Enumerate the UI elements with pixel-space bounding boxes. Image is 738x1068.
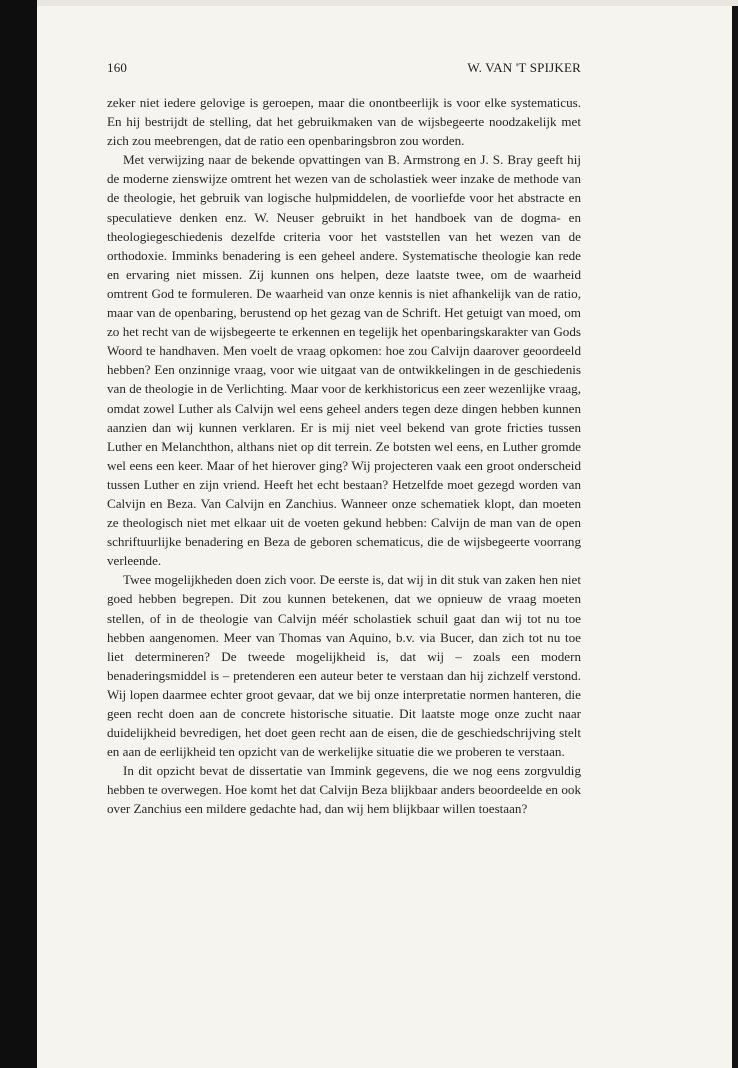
paragraph: In dit opzicht bevat de dissertatie van Immink gegevens, die we nog eens zorgvuldig hebben te overwegen. Hoe komt het dat Calvijn Beza blijkbaar anders beoordeelde en ook over Zanchius een mildere gedachte had, dan wij hem blijkbaar willen toestaan? — [107, 763, 581, 817]
scan-border-left — [0, 0, 37, 1068]
paragraph: zeker niet iedere gelovige is geroepen, maar die onontbeerlijk is voor elke systematicus. En hij bestrijdt de stelling, dat het gebruikmaken van de wijsbegeerte noodzakelijk met zich zou meebrengen, dat de ratio een openbaringsbron zou worden. — [107, 95, 581, 149]
paragraph: Met verwijzing naar de bekende opvattingen van B. Armstrong en J. S. Bray geeft hij de moderne zienswijze omtrent het wezen van de scholastiek weer inzake de methode van de theologie, het gebruik van logische hulpmiddelen, de voorliefde voor het abstracte en speculatieve denken enz. W. Neuser gebruikt in het handboek van de dogma- en theologiegeschiedenis dezelfde criteria voor het vaststellen van het wezen van de orthodoxie. Imminks benadering is een geheel andere. Systematische theologie kan rede en ervaring niet missen. Zij kunnen ons helpen, deze laatste twee, om de waarheid omtrent God te formuleren. De waarheid van onze kennis is niet afhankelijk van de ratio, maar van de openbaring, berustend op het gezag van de Schrift. Het getuigt van moed, om zo het recht van de wijsbegeerte te erkennen en tegelijk het openbaringskarakter van Gods Woord te handhaven. Men voelt de vraag opkomen: hoe zou Calvijn daarover geoordeeld hebben? Een onzinnige vraag, voor wie uitgaat van de ontwikkelingen in de geschiedenis van de theologie in de Verlichting. Maar voor de kerkhistoricus een zeer wezenlijke vraag, omdat zowel Luther als Calvijn wel eens geheel anders tegen deze dingen hebben kunnen aanzien dan wij kunnen verklaren. Er is mij niet veel bekend van grote fricties tussen Luther en Melanchthon, althans niet op dit terrein. Ze botsten wel eens, en Luther gromde wel eens een keer. Maar of het hierover ging? Wij projecteren vaak een groot onderscheid tussen Luther en zijn vriend. Heeft het echt bestaan? Hetzelfde moet gezegd worden van Calvijn en Beza. Van Calvijn en Zanchius. Wanneer onze schematiek klopt, dan moeten ze theologisch niet met elkaar uit de voeten gekund hebben: Calvijn de man van de open schriftuurlijke benadering en Beza de geboren schematicus, die de wijsbegeerte voorrang verleende. — [107, 152, 581, 569]
running-head: W. VAN 'T SPIJKER — [467, 60, 581, 75]
page-header — [107, 60, 581, 78]
page-number: 160 — [107, 60, 128, 75]
paragraph: Twee mogelijkheden doen zich voor. De eerste is, dat wij in dit stuk van zaken hen niet goed hebben begrepen. Dit zou kunnen betekenen, dat we opnieuw de vraag moeten stellen, of in de theologie van Calvijn méér scholastiek schuil gaat dan wij tot nu toe hebben aangenomen. Meer van Thomas van Aquino, b.v. via Bucer, dan zich tot nu toe liet determineren? De tweede mogelijkheid is, dat wij – zoals een modern benaderingsmiddel is – pretenderen een auteur beter te verstaan dan hij zichzelf verstond. Wij lopen daarmee echter groot gevaar, dat we bij onze interpretatie normen hanteren, die geen recht doen aan de concrete historische situatie. Dit laatste moge onze zucht naar duidelijkheid bevredigen, het doet geen recht aan de eisen, die de geschiedschrijving stelt en aan de eerlijkheid ten opzicht van de werkelijke situatie die we proberen te verstaan. — [107, 572, 581, 760]
page-body — [107, 93, 581, 819]
